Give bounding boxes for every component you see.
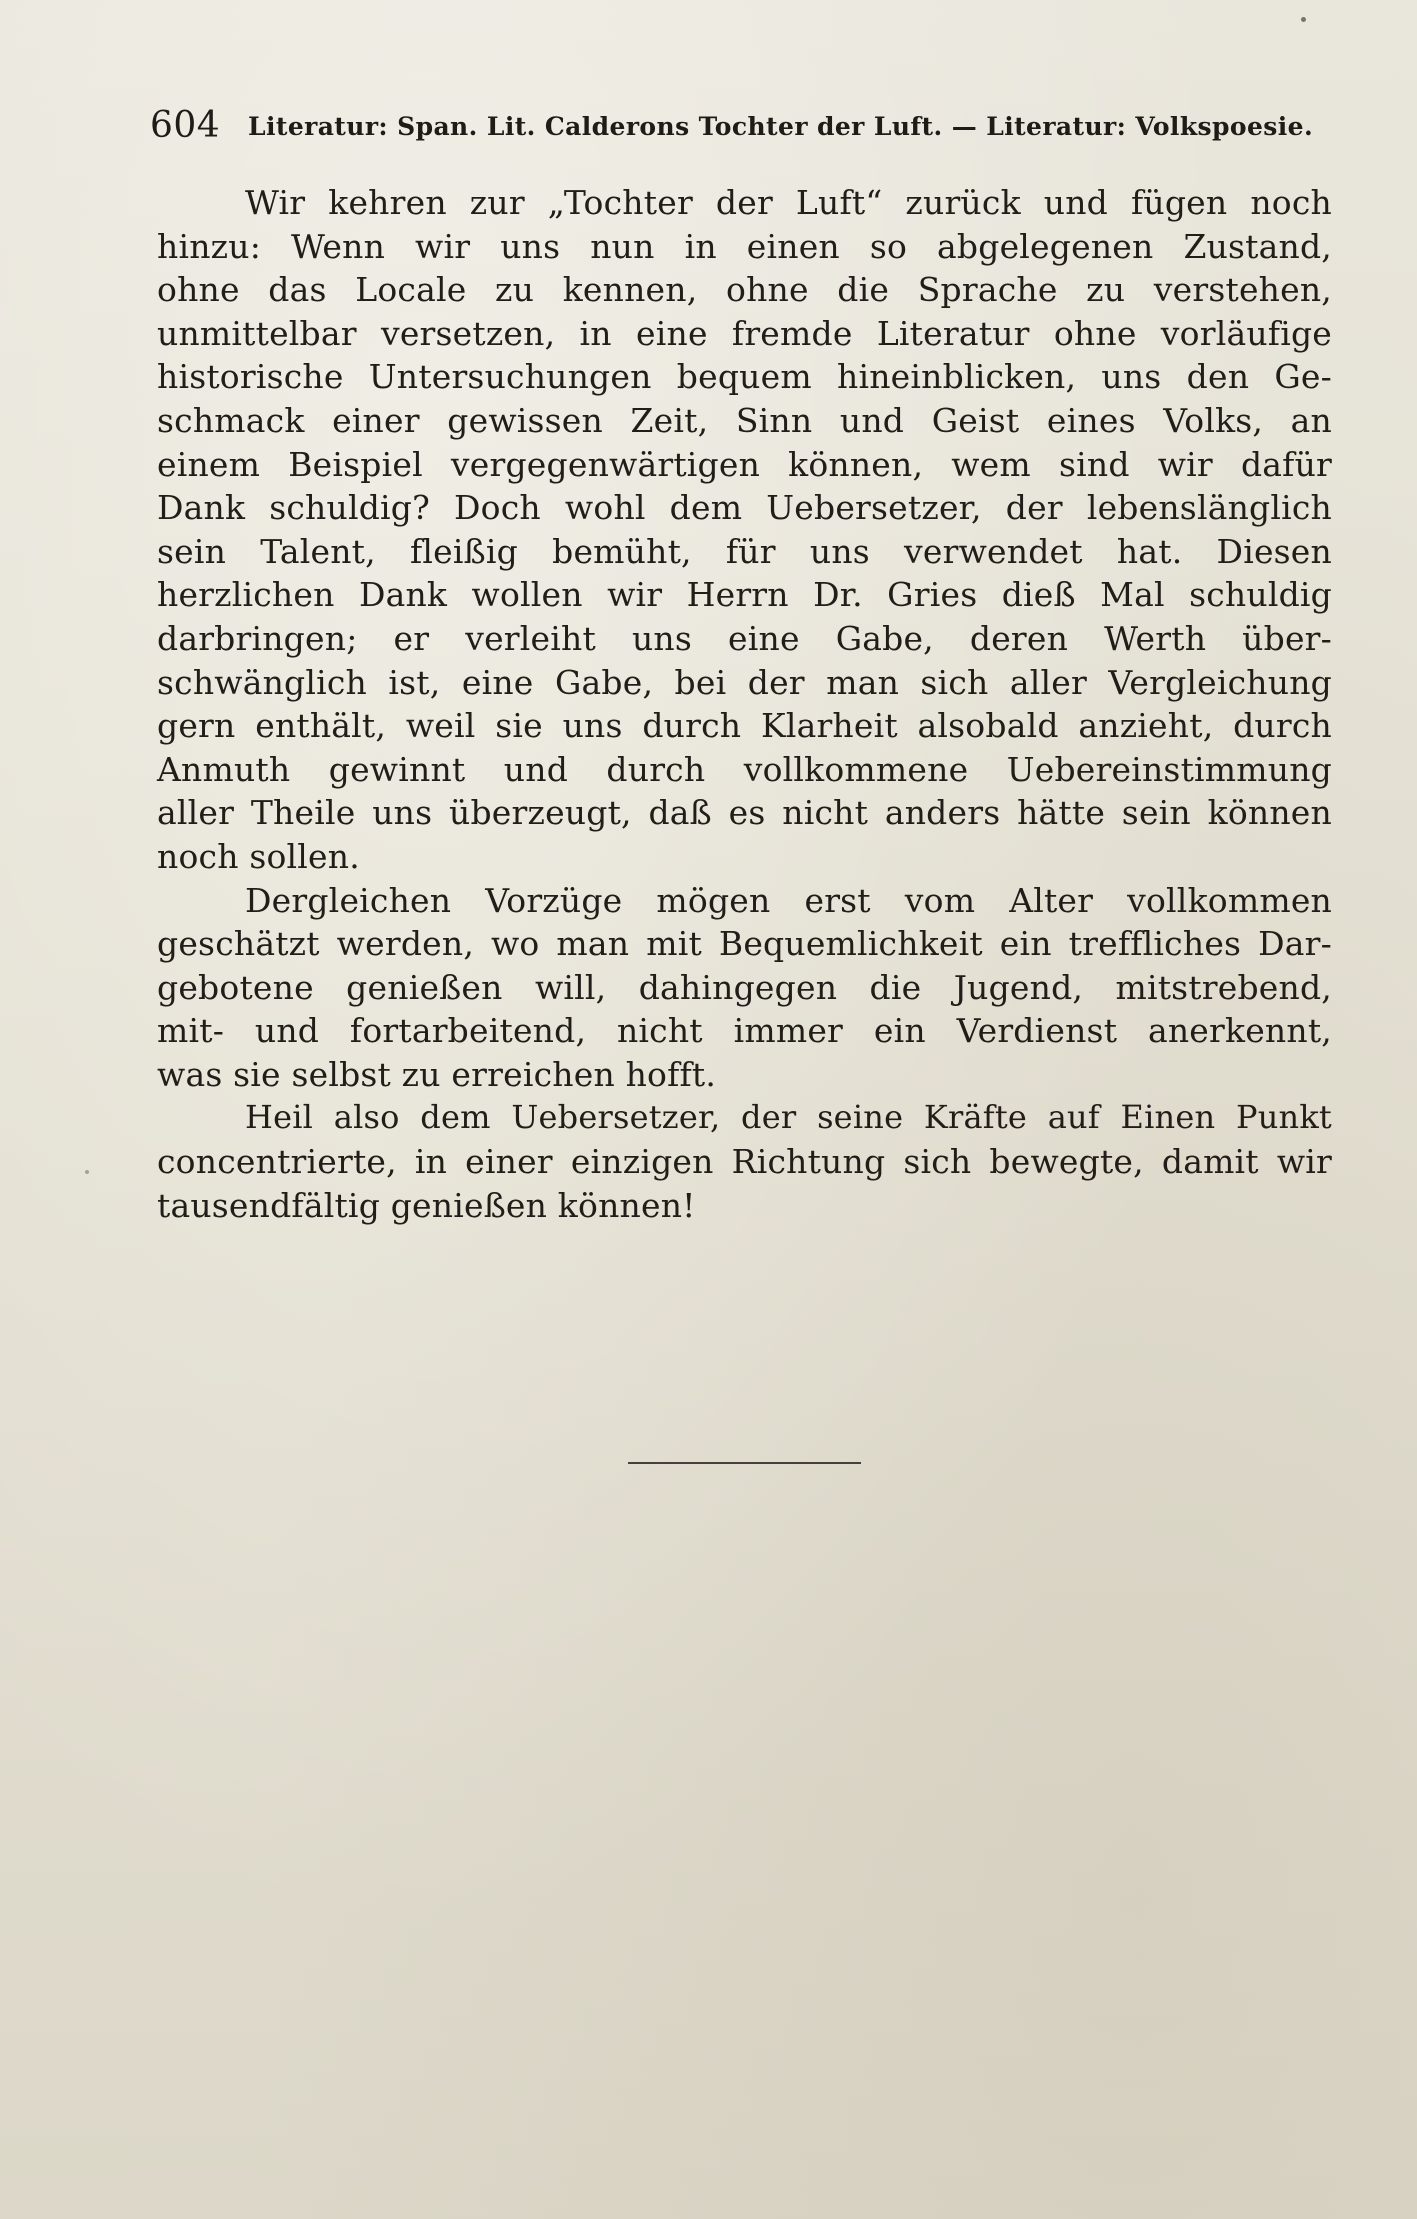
text-line: darbringen; er verleiht uns eine Gabe, deren Werth über- <box>157 618 1332 658</box>
body-text <box>157 181 1332 1227</box>
text-line: was sie selbst zu erreichen hofft. <box>157 1054 717 1094</box>
text-line: hinzu: Wenn wir uns nun in einen so abgelegenen Zustand, <box>157 226 1332 266</box>
text-line: historische Untersuchungen bequem hineinblicken, uns den Ge- <box>157 357 1332 397</box>
paragraph <box>157 181 1332 879</box>
text-line: Heil also dem Uebersetzer, der seine Kräfte auf Einen Punkt <box>245 1098 1332 1137</box>
text-line: ohne das Locale zu kennen, ohne die Sprache zu verstehen, <box>157 270 1332 310</box>
paragraph <box>157 879 1332 1097</box>
text-line: gebotene genießen will, dahingegen die Jugend, mitstrebend, <box>157 967 1332 1007</box>
text-line: concentrierte, in einer einzigen Richtung sich bewegte, damit wir <box>157 1142 1332 1182</box>
text-line: herzlichen Dank wollen wir Herrn Dr. Gries dieß Mal schuldig <box>157 575 1332 615</box>
text-line: geschätzt werden, wo man mit Bequemlichkeit ein treffliches Dar- <box>157 924 1332 964</box>
text-line: sein Talent, fleißig bemüht, für uns verwendet hat. Diesen <box>157 531 1332 571</box>
page-number: 604 <box>150 105 221 146</box>
text-line: Anmuth gewinnt und durch vollkommene Uebereinstimmung <box>157 749 1332 789</box>
text-line: Dank schuldig? Doch wohl dem Uebersetzer, der lebenslänglich <box>157 488 1332 528</box>
text-line: einem Beispiel vergegenwärtigen können, wem sind wir dafür <box>157 444 1332 484</box>
text-line: Wir kehren zur „Tochter der Luft“ zurück und fügen noch <box>245 183 1332 222</box>
paragraph <box>157 1096 1332 1227</box>
text-line: Dergleichen Vorzüge mögen erst vom Alter vollkommen <box>245 880 1332 920</box>
section-end-rule <box>628 1462 861 1464</box>
text-line: gern enthält, weil sie uns durch Klarheit alsobald anzieht, durch <box>157 706 1332 746</box>
paper-speck <box>1301 17 1306 22</box>
text-line: tausendfältig genießen können! <box>157 1185 696 1225</box>
paper-speck <box>85 1170 89 1174</box>
text-line: aller Theile uns überzeugt, daß es nicht anders hätte sein können <box>157 793 1332 833</box>
running-head <box>150 100 1335 150</box>
paragraph-container <box>157 181 1332 1227</box>
text-line: unmittelbar versetzen, in eine fremde Literatur ohne vorläufige <box>157 313 1332 353</box>
text-line: mit- und fortarbeitend, nicht immer ein Verdienst anerkennt, <box>157 1011 1332 1051</box>
text-line: noch sollen. <box>157 836 360 876</box>
running-head-title: Literatur: Span. Lit. Calderons Tochter der Luft. — Literatur: Volkspoesie. <box>248 112 1314 141</box>
text-line: schwänglich ist, eine Gabe, bei der man sich aller Vergleichung <box>157 662 1332 702</box>
text-line: schmack einer gewissen Zeit, Sinn und Geist eines Volks, an <box>157 400 1332 440</box>
